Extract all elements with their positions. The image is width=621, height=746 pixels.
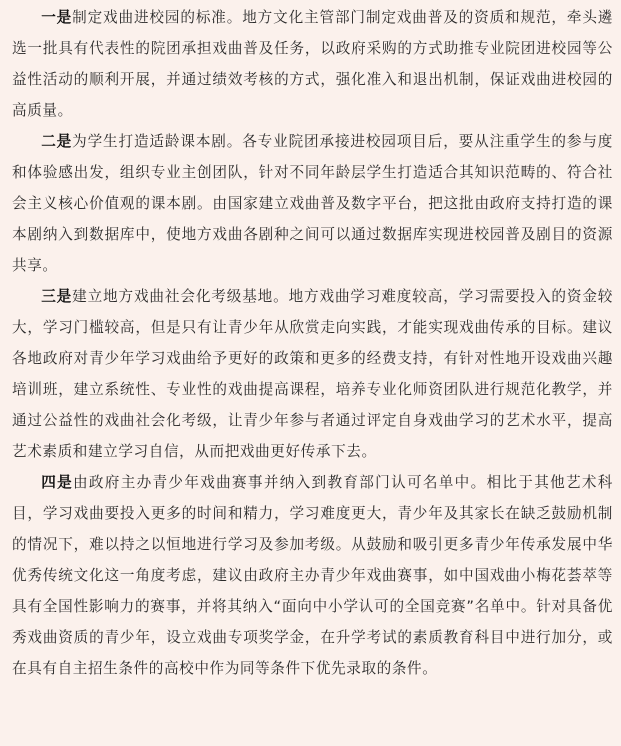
paragraph-lead: 一是 bbox=[41, 9, 73, 26]
paragraph-1 bbox=[12, 2, 613, 126]
paragraph-text: 由政府主办青少年戏曲赛事并纳入到教育部门认可名单中。相比于其他艺术科目，学习戏曲要投入更多的时间和精力，学习难度更大，青少年及其家长在缺乏鼓励机制的情况下，难以持之以恒地进行学习及参加考级。从鼓励和吸引更多青少年传承发展中华优秀传统文化这一角度考虑，建议由政府主办青少年戏曲赛事，如中国戏曲小梅花荟萃等具有全国性影响力的赛事，并将其纳入“面向中小学认可的全国竞赛”名单中。针对具备优秀戏曲资质的青少年，设立戏曲专项奖学金，在升学考试的素质教育科目中进行加分，或在具有自主招生条件的高校中作为同等条件下优先录取的条件。 bbox=[12, 474, 613, 677]
paragraph-lead: 三是 bbox=[41, 288, 73, 305]
paragraph-text: 为学生打造适龄课本剧。各专业院团承接进校园项目后，要从注重学生的参与度和体验感出发，组织专业主创团队，针对不同年龄层学生打造适合其知识范畴的、符合社会主义核心价值观的课本剧。由国家建立戏曲普及数字平台，把这批由政府支持打造的课本剧纳入到数据库中，使地方戏曲各剧种之间可以通过数据库实现进校园普及剧目的资源共享。 bbox=[12, 133, 613, 274]
paragraph-text: 建立地方戏曲社会化考级基地。地方戏曲学习难度较高，学习需要投入的资金较大，学习门槛较高，但是只有让青少年从欣赏走向实践，才能实现戏曲传承的目标。建议各地政府对青少年学习戏曲给予更好的政策和更多的经费支持，有针对性地开设戏曲兴趣培训班，建立系统性、专业性的戏曲提高课程，培养专业化师资团队进行规范化教学，并通过公益性的戏曲社会化考级，让青少年参与者通过评定自身戏曲学习的艺术水平，提高艺术素质和建立学习自信，从而把戏曲更好传承下去。 bbox=[12, 288, 613, 460]
paragraph-3 bbox=[12, 281, 613, 467]
paragraph-lead: 二是 bbox=[41, 133, 73, 150]
paragraph-2 bbox=[12, 126, 613, 281]
paragraph-lead: 四是 bbox=[41, 474, 73, 491]
paragraph-4 bbox=[12, 467, 613, 684]
paragraph-text: 制定戏曲进校园的标准。地方文化主管部门制定戏曲普及的资质和规范，牵头遴选一批具有代表性的院团承担戏曲普及任务，以政府采购的方式助推专业院团进校园等公益性活动的顺利开展，并通过绩效考核的方式，强化准入和退出机制，保证戏曲进校园的高质量。 bbox=[12, 9, 613, 119]
